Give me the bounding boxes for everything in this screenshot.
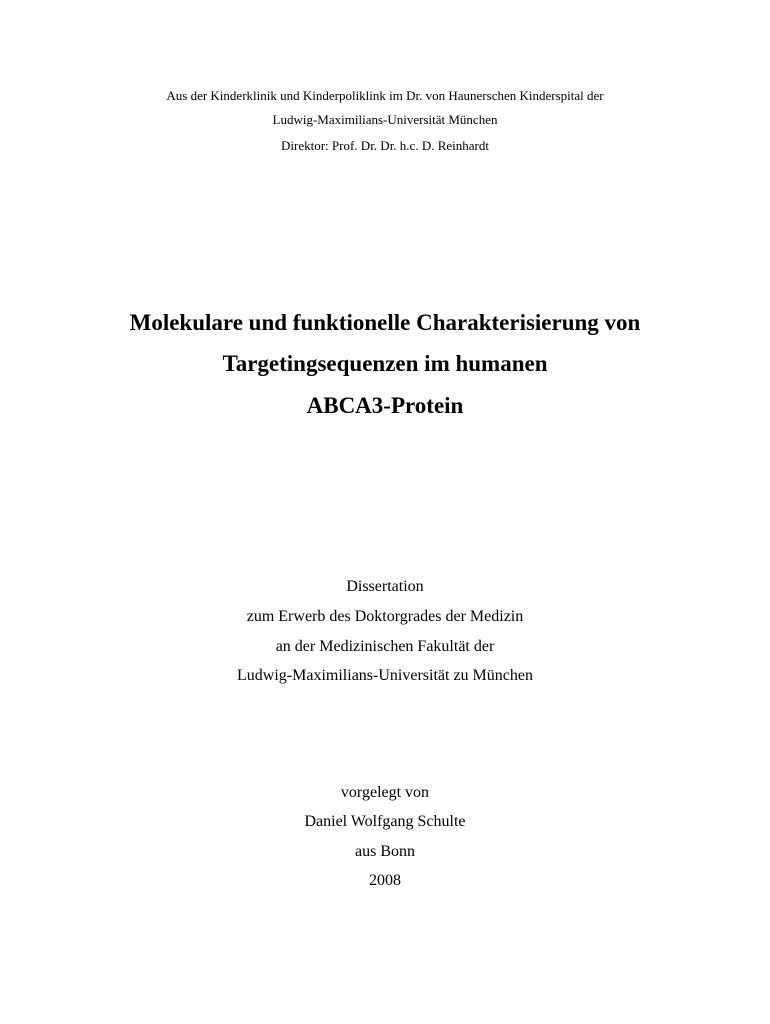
institution-line-director: Direktor: Prof. Dr. Dr. h.c. D. Reinhardt [281,138,489,153]
publication-year: 2008 [369,872,401,889]
title-line-2: Targetingsequenzen im humanen [222,351,548,376]
statement-line-faculty: an der Medizinischen Fakultät der [275,638,495,655]
statement-line-degree: zum Erwerb des Doktorgrades der Medizin [246,608,524,625]
author-line-presented-by: vorgelegt von [340,784,430,801]
institution-line-university: Ludwig-Maximilians-Universität München [272,112,498,127]
statement-line-dissertation: Dissertation [346,578,424,595]
institution-line-clinic: Aus der Kinderklinik und Kinderpoliklink im Dr. von Haunerschen Kinderspital der [166,88,604,103]
title-line-3: ABCA3-Protein [306,393,464,418]
title-line-1: Molekulare und funktionelle Charakterisierung von [129,310,641,335]
author-name: Daniel Wolfgang Schulte [304,813,466,830]
author-origin: aus Bonn [355,843,415,860]
statement-line-university: Ludwig-Maximilians-Universität zu München [237,667,533,684]
